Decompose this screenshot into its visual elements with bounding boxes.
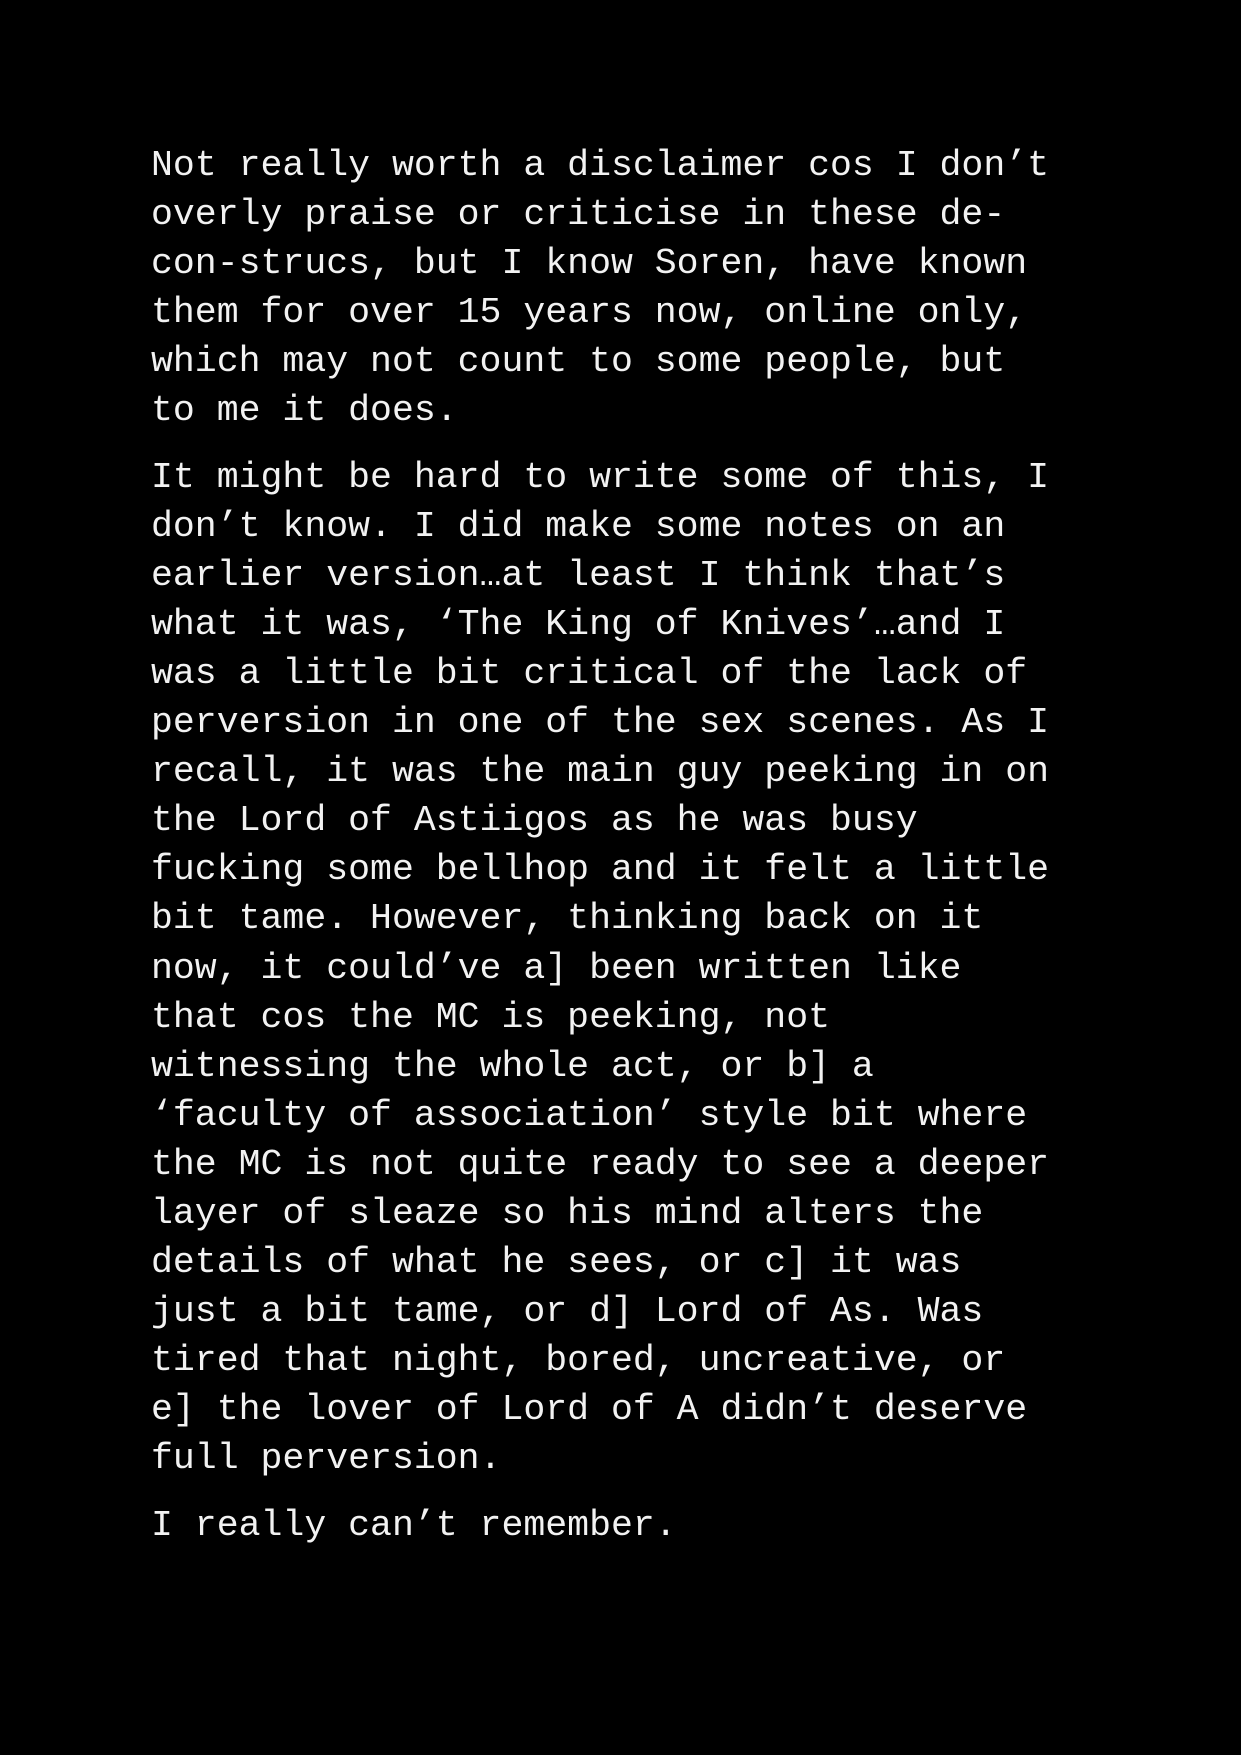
text-line: witnessing the whole act, or b] a <box>151 1045 874 1087</box>
text-line: I really can’t remember. <box>151 1504 677 1546</box>
text-line: fucking some bellhop and it felt a little <box>151 849 1050 891</box>
text-line: the Lord of Astiigos as he was busy <box>151 800 918 842</box>
text-line: con-strucs, but I know Soren, have known <box>151 243 1028 285</box>
text-line: the MC is not quite ready to see a deeper <box>151 1143 1050 1185</box>
text-line: full perversion. <box>151 1438 502 1480</box>
text-line: to me it does. <box>151 390 458 432</box>
text-line: was a little bit critical of the lack of <box>151 652 1028 694</box>
text-line: what it was, ‘The King of Knives’…and I <box>151 603 1006 645</box>
text-line: layer of sleaze so his mind alters the <box>151 1192 984 1234</box>
text-line: overly praise or criticise in these de- <box>151 194 1006 236</box>
text-line: It might be hard to write some of this, I <box>151 456 1050 498</box>
paragraph-closing <box>151 1501 1091 1550</box>
paragraph-disclaimer <box>151 141 1091 436</box>
text-line: bit tame. However, thinking back on it <box>151 898 984 940</box>
text-line: now, it could’ve a] been written like <box>151 947 962 989</box>
text-line: earlier version…at least I think that’s <box>151 554 1006 596</box>
text-line: just a bit tame, or d] Lord of As. Was <box>151 1291 984 1333</box>
text-line: ‘faculty of association’ style bit where <box>151 1094 1028 1136</box>
text-line: which may not count to some people, but <box>151 341 1006 383</box>
text-line: Not really worth a disclaimer cos I don’t <box>151 145 1050 186</box>
text-line: that cos the MC is peeking, not <box>151 996 831 1038</box>
text-line: e] the lover of Lord of A didn’t deserve <box>151 1389 1028 1431</box>
text-line: details of what he sees, or c] it was <box>151 1242 962 1284</box>
text-line: perversion in one of the sex scenes. As I <box>151 702 1050 744</box>
document-body <box>151 141 1091 1567</box>
text-line: recall, it was the main guy peeking in on <box>151 751 1050 793</box>
text-line: tired that night, bored, uncreative, or <box>151 1340 1006 1382</box>
text-line: don’t know. I did make some notes on an <box>151 505 1006 547</box>
paragraph-notes <box>151 453 1091 1484</box>
text-line: them for over 15 years now, online only, <box>151 292 1028 334</box>
